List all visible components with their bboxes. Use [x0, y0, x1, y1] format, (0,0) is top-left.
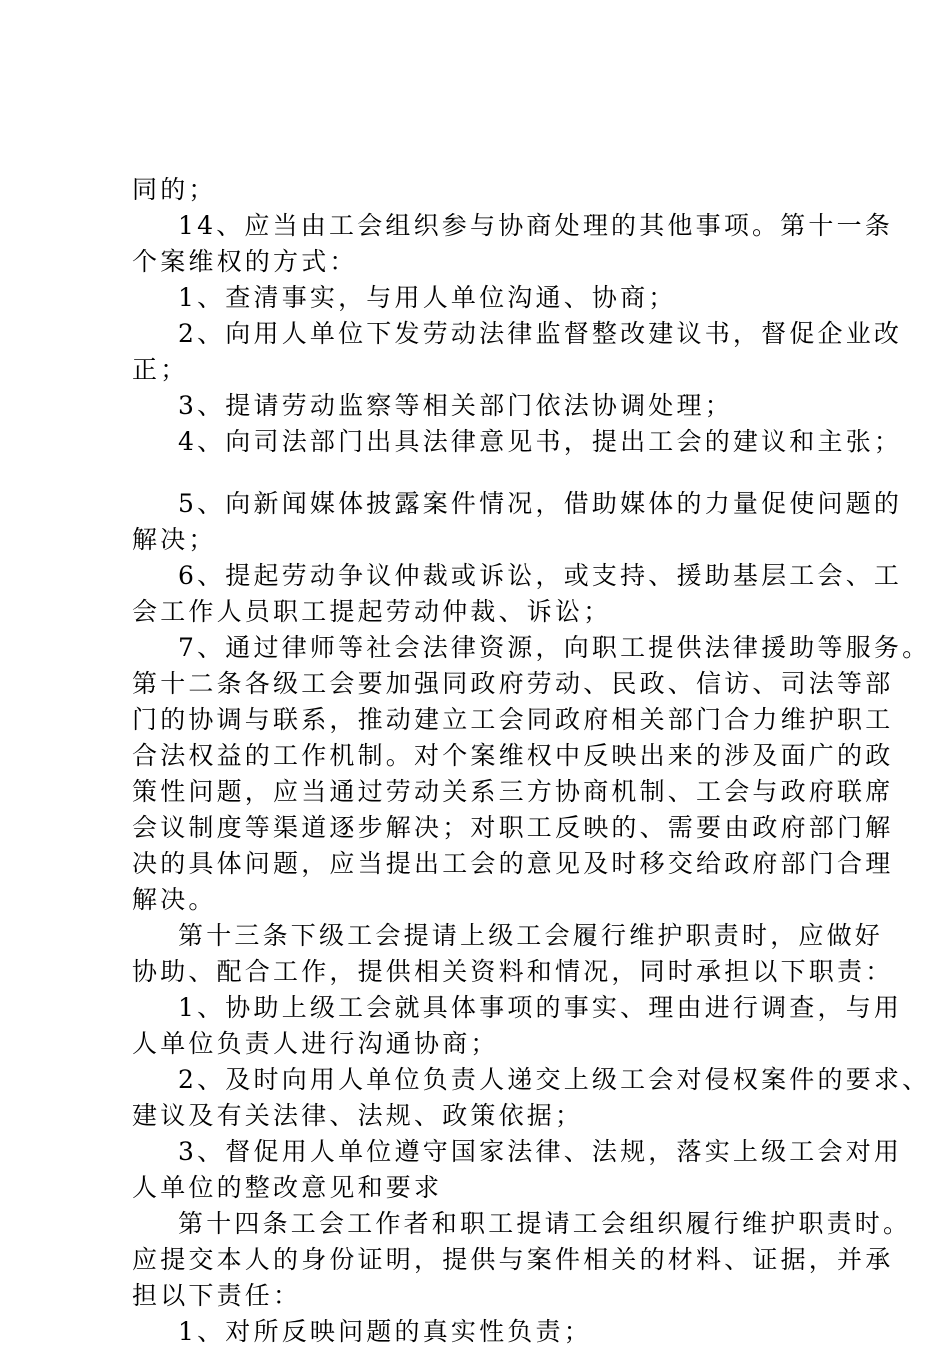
text-line: 同的；	[132, 175, 217, 204]
text-line: 担以下责任：	[132, 1281, 302, 1310]
document-body	[132, 172, 931, 1350]
text-line: 应提交本人的身份证明，提供与案件相关的材料、证据，并承	[132, 1245, 894, 1274]
text-line: 个案维权的方式：	[132, 247, 358, 276]
text-line: 人单位负责人进行沟通协商；	[132, 1029, 499, 1058]
text-line: 第十四条工会工作者和职工提请工会组织履行维护职责时。	[178, 1209, 912, 1238]
text-line: 1、协助上级工会就具体事项的事实、理由进行调查，与用	[178, 993, 903, 1022]
text-line: 策性问题，应当通过劳动关系三方协商机制、工会与政府联席	[132, 777, 894, 806]
text-line: 协助、配合工作，提供相关资料和情况，同时承担以下职责：	[132, 957, 894, 986]
text-line: 解决；	[132, 525, 217, 554]
text-line: 2、向用人单位下发劳动法律监督整改建议书，督促企业改	[178, 319, 903, 348]
text-line: 5、向新闻媒体披露案件情况，借助媒体的力量促使问题的	[178, 489, 903, 518]
text-line: 3、提请劳动监察等相关部门依法协调处理；	[178, 391, 733, 420]
text-line: 人单位的整改意见和要求	[132, 1173, 443, 1202]
text-line: 第十三条下级工会提请上级工会履行维护职责时，应做好	[178, 921, 884, 950]
text-line: 建议及有关法律、法规、政策依据；	[132, 1101, 584, 1130]
text-line: 解决。	[132, 885, 217, 914]
text-line: 正；	[132, 355, 189, 384]
blank-line	[132, 460, 832, 486]
text-line: 决的具体问题，应当提出工会的意见及时移交给政府部门合理	[132, 849, 894, 878]
text-line: 会工作人员职工提起劳动仲裁、诉讼；	[132, 597, 612, 626]
text-line: 6、提起劳动争议仲裁或诉讼，或支持、援助基层工会、工	[178, 561, 903, 590]
text-line: 14、应当由工会组织参与协商处理的其他事项。第十一条	[178, 211, 894, 240]
text-line: 3、督促用人单位遵守国家法律、法规，落实上级工会对用	[178, 1137, 903, 1166]
text-line: 合法权益的工作机制。对个案维权中反映出来的涉及面广的政	[132, 741, 894, 770]
text-line: 1、查清事实，与用人单位沟通、协商；	[178, 283, 677, 312]
text-line: 2、及时向用人单位负责人递交上级工会对侵权案件的要求、	[178, 1065, 931, 1094]
text-line: 会议制度等渠道逐步解决；对职工反映的、需要由政府部门解	[132, 813, 894, 842]
text-line: 4、向司法部门出具法律意见书，提出工会的建议和主张；	[178, 427, 903, 456]
text-line: 第十二条各级工会要加强同政府劳动、民政、信访、司法等部	[132, 669, 894, 698]
text-line: 门的协调与联系，推动建立工会同政府相关部门合力维护职工	[132, 705, 894, 734]
text-line: 1、对所反映问题的真实性负责；	[178, 1317, 592, 1346]
text-line: 7、通过律师等社会法律资源，向职工提供法律援助等服务。	[178, 633, 931, 662]
